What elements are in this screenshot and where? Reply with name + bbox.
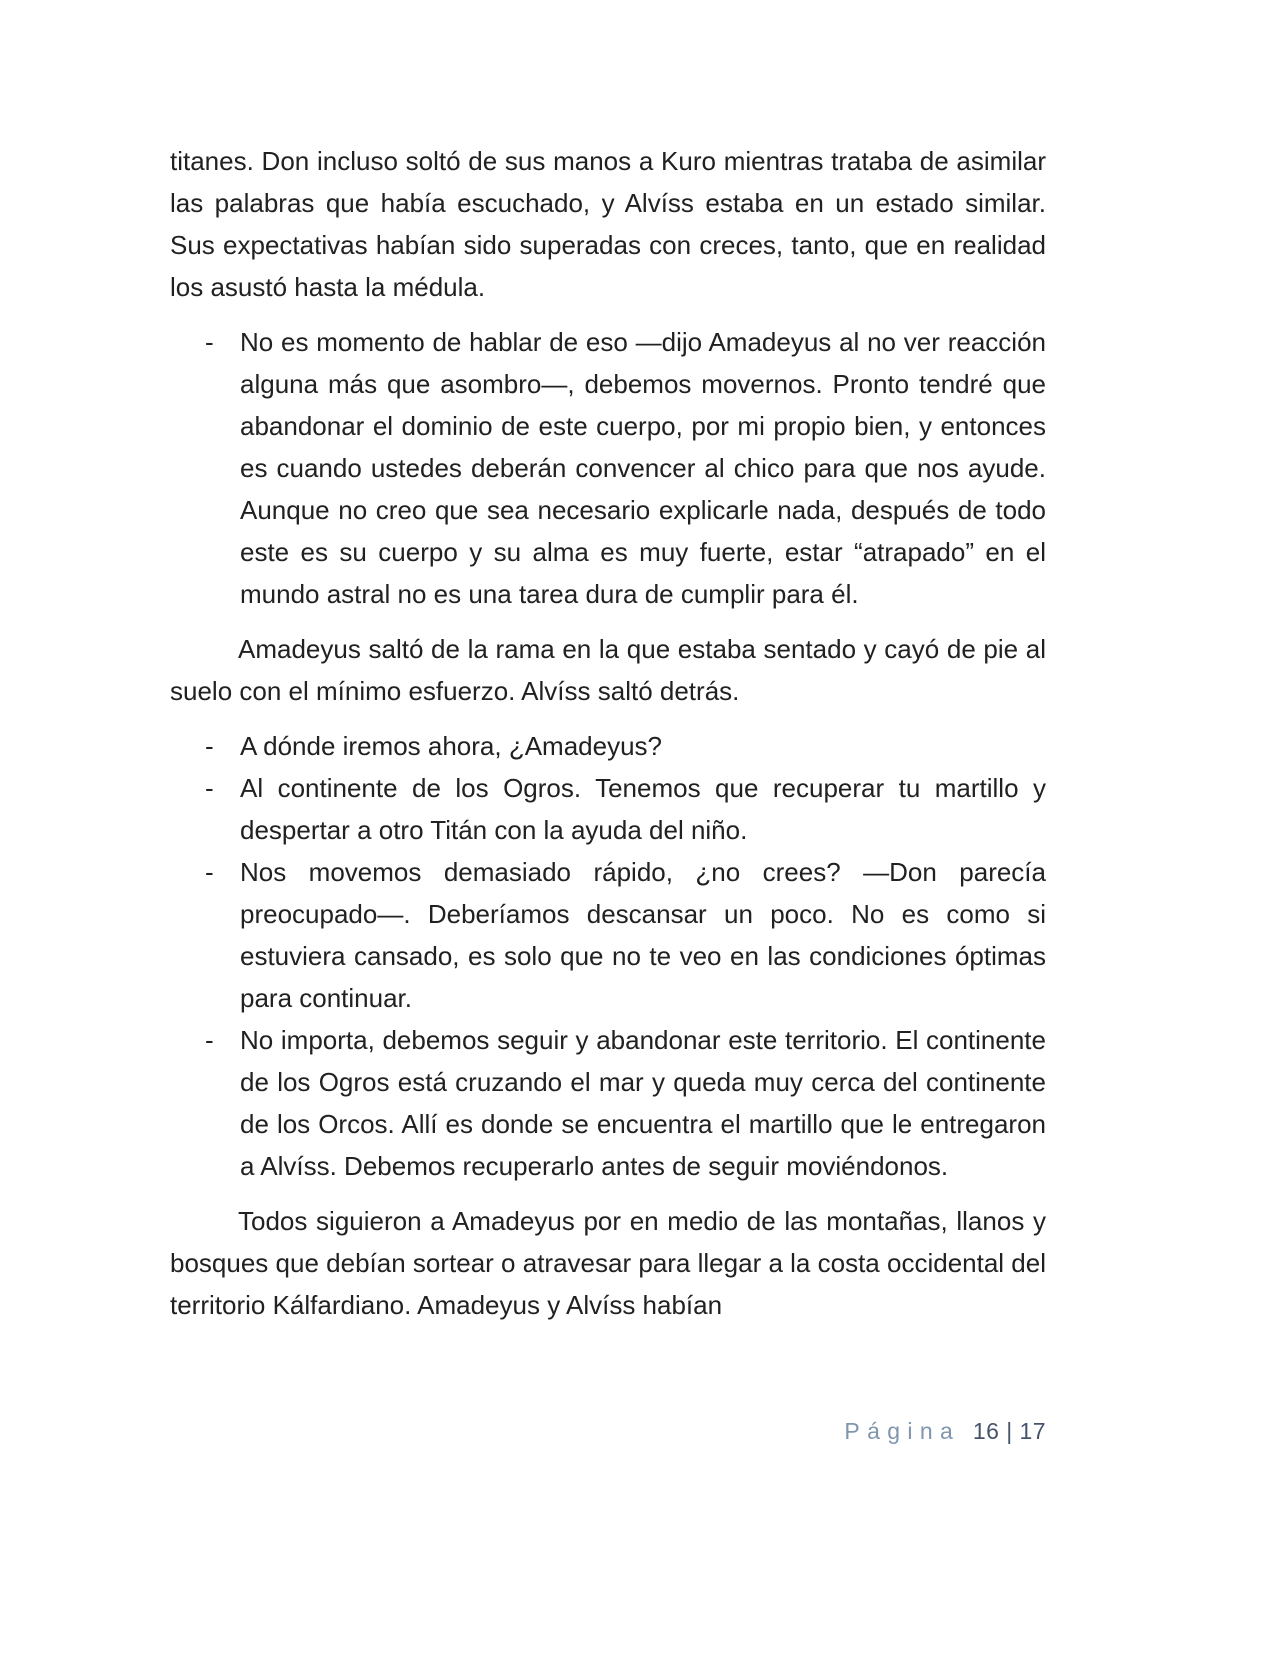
dialogue-text: A dónde iremos ahora, ¿Amadeyus? bbox=[240, 731, 663, 761]
page-content bbox=[170, 140, 1046, 1339]
dialogue-text: Al continente de los Ogros. Tenemos que recuperar tu martillo y despertar a otro Titán con la ayuda del niño. bbox=[240, 773, 1046, 845]
dialogue-dash-marker: - bbox=[205, 731, 214, 761]
dialogue-group bbox=[205, 321, 1046, 615]
dialogue-text: Nos movemos demasiado rápido, ¿no crees? —Don parecía preocupado—. Deberíamos descansar un poco. No es como si estuviera cansado, es solo que no te veo en las condiciones óptimas para continuar. bbox=[240, 857, 1046, 1013]
dialogue-item bbox=[205, 321, 1046, 615]
dialogue-dash-marker: - bbox=[205, 773, 214, 803]
dialogue-text: No es momento de hablar de eso —dijo Amadeyus al no ver reacción alguna más que asombro—, debemos movernos. Pronto tendré que abandonar el dominio de este cuerpo, por mi propio bien, y entonces es cuando ustedes deberán convencer al chico para que nos ayude. Aunque no creo que sea necesario explicarle nada, después de todo este es su cuerpo y su alma es muy fuerte, estar “atrapado” en el mundo astral no es una tarea dura de cumplir para él. bbox=[240, 327, 1046, 609]
paragraph: titanes. Don incluso soltó de sus manos a Kuro mientras trataba de asimilar las palabras que había escuchado, y Alvíss estaba en un estado similar. Sus expectativas habían sido superadas con creces, tanto, que en realidad los asustó hasta la médula. bbox=[170, 146, 1046, 302]
dialogue-dash-marker: - bbox=[205, 1025, 214, 1055]
dialogue-item bbox=[205, 767, 1046, 851]
dialogue-dash-marker: - bbox=[205, 327, 214, 357]
footer-page-numbers: 16 | 17 bbox=[972, 1418, 1046, 1444]
dialogue-dash-marker: - bbox=[205, 857, 214, 887]
footer-page-label: Página bbox=[844, 1418, 961, 1444]
paragraph: Todos siguieron a Amadeyus por en medio de las montañas, llanos y bosques que debían sortear o atravesar para llegar a la costa occidental del territorio Kálfardiano. Amadeyus y Alvíss habían bbox=[170, 1206, 1046, 1320]
dialogue-item bbox=[205, 725, 1046, 767]
page-footer bbox=[844, 1416, 1046, 1446]
dialogue-item bbox=[205, 851, 1046, 1019]
dialogue-text: No importa, debemos seguir y abandonar este territorio. El continente de los Ogros está cruzando el mar y queda muy cerca del continente de los Orcos. Allí es donde se encuentra el martillo que le entregaron a Alvíss. Debemos recuperarlo antes de seguir moviéndonos. bbox=[240, 1025, 1046, 1181]
paragraph: Amadeyus saltó de la rama en la que estaba sentado y cayó de pie al suelo con el mínimo esfuerzo. Alvíss saltó detrás. bbox=[170, 634, 1046, 706]
dialogue-group bbox=[205, 725, 1046, 1187]
dialogue-item bbox=[205, 1019, 1046, 1187]
